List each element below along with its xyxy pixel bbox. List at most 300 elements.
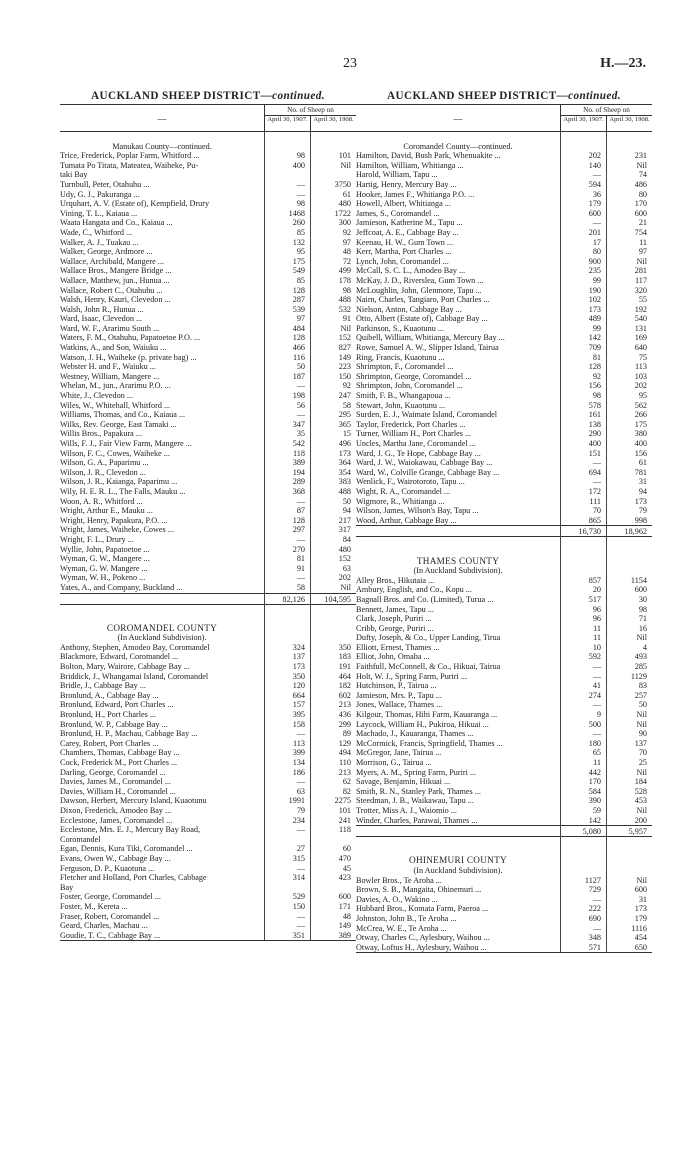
sheep-1908-cell: 92 bbox=[342, 381, 351, 391]
owner-name-cell: Kerr, Martha, Port Charles ... bbox=[356, 247, 452, 257]
table-row bbox=[60, 199, 356, 209]
table-row bbox=[356, 276, 652, 286]
table-row bbox=[356, 439, 652, 449]
date-1907-header: April 30, 1907. bbox=[264, 116, 310, 132]
sheep-1907-cell: 857 bbox=[588, 575, 601, 585]
sheep-1907-cell: 186 bbox=[292, 767, 305, 777]
sheep-1908-cell: 496 bbox=[338, 439, 351, 448]
owner-name-cell: Ambury, English, and Co., Kopu ... bbox=[356, 585, 472, 595]
owner-name-cell: Wright, James, Waiheke, Cowes ... bbox=[60, 525, 174, 535]
table-row bbox=[356, 343, 652, 353]
owner-name-cell: Bennett, James, Tapu ... bbox=[356, 604, 434, 614]
sheep-1907-cell: 400 bbox=[292, 160, 305, 170]
sheep-1908-cell: 600 bbox=[634, 208, 647, 218]
table-row bbox=[356, 286, 652, 296]
sheep-count-header: No. of Sheep on bbox=[264, 105, 356, 116]
owner-name-cell: Webster H. and F., Waiuku ... bbox=[60, 362, 156, 372]
owner-name-cell: Walsh, Henry, Kauri, Clevedon ... bbox=[60, 295, 171, 305]
sheep-1908-cell: 31 bbox=[638, 894, 647, 904]
sheep-1908-cell: 62 bbox=[342, 777, 351, 787]
table-row bbox=[60, 806, 356, 816]
owner-name-cell: Ecclestone, Mrs. E. J., Mercury Bay Road, bbox=[60, 825, 201, 835]
sheep-1907-cell: 173 bbox=[292, 662, 305, 672]
sheep-1907-cell: 65 bbox=[592, 748, 601, 758]
ohinemuri-subtitle: (In Auckland Subdivision). bbox=[413, 865, 503, 875]
sheep-1908-cell: 4 bbox=[642, 642, 647, 652]
owner-name-cell: Quibell, William, Whitianga, Mercury Bay ... bbox=[356, 333, 505, 343]
sheep-1908-cell: 98 bbox=[638, 604, 647, 614]
sheep-1907-cell: 584 bbox=[588, 786, 601, 796]
sheep-1908-cell: 45 bbox=[342, 863, 351, 873]
owner-name-cell: Yates, A., and Company, Buckland ... bbox=[60, 582, 183, 592]
sheep-1908-cell: 781 bbox=[634, 467, 647, 477]
right-table-body bbox=[356, 132, 652, 953]
sheep-1907-cell: 150 bbox=[292, 901, 305, 911]
coromandel-cont-section-title: Coromandel County—continued. bbox=[403, 141, 513, 151]
table-row bbox=[60, 912, 356, 922]
sheep-1907-cell: 198 bbox=[292, 391, 305, 401]
table-row bbox=[356, 796, 652, 806]
sheep-1907-cell: 81 bbox=[296, 554, 305, 564]
sheep-1908-cell: 171 bbox=[338, 901, 351, 911]
sheep-1908-cell: 380 bbox=[634, 429, 647, 439]
sheep-1908-cell: 754 bbox=[634, 227, 647, 237]
sheep-1907-cell: 466 bbox=[292, 343, 305, 353]
coromandel-subtitle: (In Auckland Subdivision). bbox=[117, 633, 207, 643]
owner-name-cell: Hamilton, William, Whitianga ... bbox=[356, 160, 464, 170]
owner-name-cell: James, S., Coromandel ... bbox=[356, 208, 440, 218]
sheep-1907-cell: — bbox=[296, 496, 305, 506]
sheep-1907-cell: 315 bbox=[292, 853, 305, 863]
table-row bbox=[60, 362, 356, 372]
sheep-1908-cell: 48 bbox=[342, 247, 351, 257]
owner-name-cell: Fletcher and Holland, Port Charles, Cabbage bbox=[60, 873, 207, 883]
sheep-1908-cell: Nil bbox=[340, 160, 351, 170]
thames-total-row bbox=[356, 825, 652, 837]
sheep-1908-cell: 3750 bbox=[334, 179, 351, 189]
page-header bbox=[0, 56, 700, 76]
owner-name-cell: Bagnall Bros. and Co. (Limited), Turua ... bbox=[356, 594, 494, 604]
table-row bbox=[60, 921, 356, 931]
owner-name-cell: Ecclestone, James, Coromandel ... bbox=[60, 815, 173, 825]
total-1908: 18,962 bbox=[606, 526, 652, 536]
sheep-1907-cell: 1991 bbox=[288, 796, 305, 806]
sheep-1908-cell: 423 bbox=[338, 873, 351, 883]
sheep-1908-cell: 84 bbox=[342, 534, 351, 544]
sheep-1907-cell: 442 bbox=[588, 767, 601, 777]
owner-name-cell: Goudie, T. C., Cabbage Bay ... bbox=[60, 930, 161, 940]
sheep-1907-cell: 41 bbox=[592, 681, 601, 691]
sheep-1907-cell: 132 bbox=[292, 237, 305, 247]
owner-name-cell: Smith, R. N., Stanley Park, Thames ... bbox=[356, 786, 481, 796]
left-table-header bbox=[60, 104, 356, 132]
table-row bbox=[60, 892, 356, 902]
sheep-1908-cell: 169 bbox=[634, 333, 647, 343]
sheep-1908-cell: 640 bbox=[634, 343, 647, 353]
sheep-1908-cell: 156 bbox=[634, 448, 647, 458]
owner-name-cell: Ward, J. G., Te Hope, Cabbage Bay ... bbox=[356, 448, 481, 458]
owner-name-cell: McGregor, Jane, Tairua ... bbox=[356, 748, 442, 758]
sheep-1908-cell: 118 bbox=[339, 825, 351, 835]
sheep-1908-cell: 470 bbox=[338, 853, 351, 863]
table-row bbox=[60, 247, 356, 257]
table-row bbox=[60, 573, 356, 583]
sheep-1907-cell: 865 bbox=[588, 515, 601, 525]
ohinemuri-section-title: OHINEMURI COUNTY bbox=[409, 855, 507, 866]
right-table-header bbox=[356, 104, 652, 132]
sheep-1908-cell: 137 bbox=[634, 738, 647, 748]
table-row bbox=[356, 681, 652, 691]
sheep-1908-cell: 600 bbox=[338, 892, 351, 902]
owner-name-cell: Ward, Isaac, Clevedon ... bbox=[60, 314, 143, 324]
sheep-1907-cell: 58 bbox=[296, 582, 305, 592]
sheep-1908-cell: 55 bbox=[638, 295, 647, 305]
sheep-1908-cell: 383 bbox=[338, 477, 351, 487]
sheep-1907-cell: 95 bbox=[296, 247, 305, 257]
sheep-1908-cell: 528 bbox=[634, 786, 647, 796]
sheep-1907-cell: — bbox=[592, 170, 601, 180]
sheep-1907-cell: — bbox=[296, 573, 305, 583]
sheep-1907-cell: 287 bbox=[292, 295, 305, 305]
owner-name-cell: Jeffcoat, A. E., Cabbage Bay ... bbox=[356, 227, 459, 237]
sheep-1908-cell: 1154 bbox=[630, 575, 647, 585]
sheep-1908-cell: 295 bbox=[338, 410, 351, 420]
table-row bbox=[60, 720, 356, 730]
sheep-1907-cell: 1468 bbox=[288, 208, 305, 218]
sheep-1907-cell: 142 bbox=[588, 333, 601, 343]
table-row bbox=[356, 410, 652, 420]
owner-name-cell: Bronlund, H., Port Charles ... bbox=[60, 710, 156, 720]
sheep-1907-cell: 517 bbox=[588, 594, 601, 604]
sheep-1908-cell: 71 bbox=[638, 614, 647, 624]
sheep-1908-cell: 15 bbox=[342, 429, 351, 439]
sheep-1907-cell: 260 bbox=[292, 218, 305, 228]
owner-name-cell: Wilson, F. C., Cowes, Waiheke ... bbox=[60, 448, 170, 458]
left-column bbox=[60, 88, 356, 1128]
sheep-1907-cell: 20 bbox=[592, 585, 601, 595]
sheep-1908-cell: 184 bbox=[634, 777, 647, 787]
sheep-1907-cell: 347 bbox=[292, 419, 305, 429]
sheep-1907-cell: 170 bbox=[588, 777, 601, 787]
owner-name-cell: Clark, Joseph, Puriri ... bbox=[356, 614, 432, 624]
owner-name-cell: Urquhart, A. V. (Estate of), Kempfield, Drury bbox=[60, 199, 210, 209]
table-row bbox=[356, 652, 652, 662]
table-row bbox=[356, 943, 652, 953]
sheep-1907-cell: 222 bbox=[588, 904, 601, 914]
table-row bbox=[60, 170, 356, 180]
sheep-1908-cell: 600 bbox=[634, 585, 647, 595]
owner-name-cell: Brown, S. B., Mangaita, Ohinemuri ... bbox=[356, 885, 482, 895]
owner-name-cell: Watson, J. H., Waiheke (p. private bag) ... bbox=[60, 352, 197, 362]
sheep-1908-cell: 74 bbox=[638, 170, 647, 180]
sheep-1908-cell bbox=[310, 883, 356, 893]
sheep-1908-cell: 2275 bbox=[334, 796, 351, 806]
table-row bbox=[356, 933, 652, 943]
sheep-1907-cell: 157 bbox=[292, 700, 305, 710]
owner-name-cell: Wood, Arthur, Cabbage Bay ... bbox=[356, 515, 457, 525]
sheep-1908-cell: 50 bbox=[638, 700, 647, 710]
table-row bbox=[356, 506, 652, 516]
name-column-header: — bbox=[157, 114, 167, 124]
owner-name-cell: Walsh, John R., Hunua ... bbox=[60, 304, 144, 314]
table-row bbox=[356, 477, 652, 487]
owner-name-cell: Ring, Francis, Kuaotunu ... bbox=[356, 352, 445, 362]
owner-name-cell: McCall, S. C. L., Amodeo Bay ... bbox=[356, 266, 466, 276]
table-row bbox=[60, 477, 356, 487]
owner-name-cell: Davies, William H., Coromandel ... bbox=[60, 786, 176, 796]
owner-name-cell: Wallace Bros., Mangere Bridge ... bbox=[60, 266, 172, 276]
sheep-1907-cell: 194 bbox=[292, 467, 305, 477]
sheep-1907-cell: 79 bbox=[296, 805, 305, 815]
owner-name-cell: Vining, T. L., Kaiaua ... bbox=[60, 208, 138, 218]
table-row bbox=[60, 787, 356, 797]
total-1908: 104,595 bbox=[310, 594, 356, 604]
owner-name-cell: Foster, George, Coromandel ... bbox=[60, 892, 161, 902]
table-row bbox=[356, 324, 652, 334]
sheep-1907-cell: 297 bbox=[292, 525, 305, 535]
sheep-1907-cell: 120 bbox=[292, 681, 305, 691]
sheep-1907-cell: 128 bbox=[292, 285, 305, 295]
sheep-1907-cell: 348 bbox=[588, 933, 601, 943]
right-column bbox=[356, 88, 652, 1128]
owner-name-cell: Surden, E. J., Waimate Island, Coromandel bbox=[356, 410, 498, 420]
table-row bbox=[60, 902, 356, 912]
sheep-1908-cell: 91 bbox=[342, 314, 351, 324]
owner-name-cell: Machado, J., Kauaranga, Thames ... bbox=[356, 729, 474, 739]
sheep-1908-cell: 191 bbox=[338, 662, 351, 672]
owner-name-cell: Shrimpton, George, Coromandel ... bbox=[356, 371, 472, 381]
owner-name-cell: Steedman, J. B., Waikawau, Tapu ... bbox=[356, 796, 474, 806]
owner-name-cell: Ward, J. W., Waiokawau, Cabbage Bay ... bbox=[356, 458, 493, 468]
owner-name-cell: Wright, F. L., Drury ... bbox=[60, 534, 134, 544]
sheep-1907-cell: 10 bbox=[592, 642, 601, 652]
right-column-title: AUCKLAND SHEEP DISTRICT—continued. bbox=[387, 90, 621, 102]
table-row bbox=[60, 209, 356, 219]
table-row bbox=[60, 266, 356, 276]
table-row bbox=[60, 931, 356, 941]
sheep-1908-cell: Nil bbox=[636, 767, 647, 777]
owner-name-cell: Fraser, Robert, Coromandel ... bbox=[60, 911, 160, 921]
sheep-1907-cell: 290 bbox=[588, 429, 601, 439]
table-row bbox=[356, 614, 652, 624]
total-1907: 82,126 bbox=[282, 594, 305, 604]
table-row bbox=[356, 816, 652, 826]
sheep-1907-cell: — bbox=[296, 179, 305, 189]
sheep-1907-cell: 390 bbox=[588, 796, 601, 806]
table-row bbox=[356, 381, 652, 391]
owner-name-cell: Jones, Wallace, Thames ... bbox=[356, 700, 443, 710]
owner-name-cell: Ward, W., Colville Grange, Cabbage Bay ... bbox=[356, 467, 500, 477]
table-row bbox=[60, 238, 356, 248]
sheep-1908-cell: 453 bbox=[634, 796, 647, 806]
sheep-1908-cell: 1116 bbox=[631, 923, 647, 933]
table-row bbox=[60, 748, 356, 758]
sheep-1908-cell: 182 bbox=[338, 681, 351, 691]
owner-name-cell: Wyman, G. W. Mangere ... bbox=[60, 563, 148, 573]
owner-name-cell: Laycock, William H., Pukiroa, Hikuai ... bbox=[356, 719, 489, 729]
sheep-1908-cell: 213 bbox=[338, 767, 351, 777]
sheep-1907-cell: 128 bbox=[292, 333, 305, 343]
sheep-1908-cell: 11 bbox=[639, 237, 647, 247]
owner-name-cell: Howell, Albert, Whitianga ... bbox=[356, 199, 451, 209]
table-row bbox=[60, 439, 356, 449]
sheep-1907-cell: — bbox=[592, 700, 601, 710]
table-row bbox=[356, 758, 652, 768]
sheep-1907-cell: 56 bbox=[296, 400, 305, 410]
table-row bbox=[60, 864, 356, 874]
sheep-1908-cell: 241 bbox=[338, 815, 351, 825]
table-row bbox=[356, 228, 652, 238]
sheep-1907-cell: 542 bbox=[292, 439, 305, 448]
table-row bbox=[60, 535, 356, 545]
sheep-1907-cell: 709 bbox=[588, 343, 601, 353]
sheep-1907-cell: 134 bbox=[292, 758, 305, 767]
owner-name-cell: Bronlund, A., Cabbage Bay ... bbox=[60, 690, 159, 700]
sheep-1908-cell: 131 bbox=[634, 323, 647, 333]
owner-name-cell: Hooker, James F., Whitianga P.O. ... bbox=[356, 189, 475, 199]
manukau-section-title: Manukau County—continued. bbox=[112, 141, 212, 151]
owner-name-cell: Lynch, John, Coromandel ... bbox=[356, 256, 449, 266]
sheep-1908-cell: 317 bbox=[338, 525, 351, 535]
sheep-1907-cell: 600 bbox=[588, 208, 601, 218]
owner-name-cell: Cock, Frederick M., Port Charles ... bbox=[60, 758, 178, 767]
owner-name-cell: Egan, Dennis, Kura Tiki, Coromandel ... bbox=[60, 844, 193, 854]
sheep-1907-cell: — bbox=[296, 729, 305, 739]
owner-name-cell: Wilson, J. R., Clevedon ... bbox=[60, 467, 146, 477]
sheep-1907-cell: 158 bbox=[292, 719, 305, 729]
sheep-1908-cell: Nil bbox=[636, 805, 647, 815]
sheep-1908-cell: 30 bbox=[638, 594, 647, 604]
table-row bbox=[60, 401, 356, 411]
owner-name-cell: Ferguson, D. P., Kuaotuna ... bbox=[60, 863, 155, 873]
owner-name-cell: Bridle, J., Cabbage Bay ... bbox=[60, 681, 146, 691]
owner-name-cell: Dufty, Joseph, & Co., Upper Landing, Tirua bbox=[356, 633, 501, 643]
sheep-1908-cell: 63 bbox=[342, 563, 351, 573]
sheep-1908-cell: Nil bbox=[636, 256, 647, 266]
sheep-1908-cell: 61 bbox=[638, 458, 647, 468]
sheep-1908-cell: 117 bbox=[635, 275, 647, 285]
sheep-1908-cell: 50 bbox=[342, 496, 351, 506]
owner-name-cell: Wallace, Matthew, jun., Hunua ... bbox=[60, 275, 170, 285]
owner-name-cell: Taylor, Frederick, Port Charles ... bbox=[356, 419, 466, 429]
owner-name-cell: Myers, A. M., Spring Farm, Puriri ... bbox=[356, 767, 477, 777]
date-1907-header: April 30, 1907. bbox=[560, 116, 606, 132]
owner-name-cell: Geard, Charles, Machau ... bbox=[60, 921, 148, 931]
sheep-1907-cell: — bbox=[592, 923, 601, 933]
table-row bbox=[356, 401, 652, 411]
sheep-1908-cell: 488 bbox=[338, 295, 351, 305]
sheep-1907-cell: 91 bbox=[296, 563, 305, 573]
table-row bbox=[356, 362, 652, 372]
sheep-1908-cell: 92 bbox=[342, 227, 351, 237]
table-row bbox=[60, 410, 356, 420]
sheep-1907-cell: — bbox=[592, 729, 601, 739]
sheep-1907-cell: 63 bbox=[296, 786, 305, 796]
sheep-1907-cell: 578 bbox=[588, 400, 601, 410]
page-number: 23 bbox=[343, 56, 357, 71]
sheep-1907-cell: 289 bbox=[292, 477, 305, 487]
table-row bbox=[60, 305, 356, 315]
owner-name-cell: Rowe, Samuel A. W., Slipper Island, Tairua bbox=[356, 343, 499, 353]
table-row bbox=[60, 583, 356, 593]
sheep-1907-cell: 102 bbox=[588, 295, 601, 305]
table-row bbox=[60, 825, 356, 835]
sheep-1908-cell: 285 bbox=[634, 662, 647, 672]
sheep-1908-cell: 79 bbox=[638, 506, 647, 516]
table-row bbox=[60, 516, 356, 526]
sheep-1907-cell: 592 bbox=[588, 652, 601, 662]
table-row bbox=[60, 190, 356, 200]
sheep-1907-cell: 484 bbox=[292, 323, 305, 333]
sheep-1907-cell: 156 bbox=[588, 381, 601, 391]
sheep-1908-cell: 25 bbox=[638, 758, 647, 767]
sheep-1908-cell: 175 bbox=[634, 419, 647, 429]
table-row bbox=[60, 525, 356, 535]
total-1907: 5,080 bbox=[582, 827, 601, 837]
sheep-1907-cell: 99 bbox=[592, 323, 601, 333]
sheep-1907-cell: — bbox=[296, 381, 305, 391]
table-row bbox=[60, 228, 356, 238]
sheep-1907-cell: 17 bbox=[592, 237, 601, 247]
table-row bbox=[356, 700, 652, 710]
table-row bbox=[60, 681, 356, 691]
sheep-1908-cell: 70 bbox=[638, 748, 647, 758]
sheep-1907-cell: 350 bbox=[292, 671, 305, 681]
sheep-1907-cell: 111 bbox=[589, 496, 601, 506]
owner-name-cell: Turnbull, Peter, Otahuhu ... bbox=[60, 179, 150, 189]
sheep-1908-cell: Nil bbox=[636, 710, 647, 720]
owner-name-cell: Nielson, Anton, Cabbage Bay ... bbox=[356, 304, 462, 314]
sheep-1907-cell: 151 bbox=[588, 448, 601, 458]
owner-name-cell: taki Bay bbox=[60, 170, 88, 180]
owner-name-cell: Harold, William, Tapu ... bbox=[356, 170, 438, 180]
owner-name-cell: Savage, Benjamin, Hikuai ... bbox=[356, 777, 451, 787]
sheep-1908-cell: Nil bbox=[340, 582, 351, 592]
owner-name-cell: Bay bbox=[60, 882, 74, 892]
owner-name-cell: Wilson, G. A., Paparimu ... bbox=[60, 458, 149, 468]
thames-subtitle: (In Auckland Subdivision). bbox=[413, 566, 503, 576]
sheep-1907-cell bbox=[264, 835, 310, 845]
table-row bbox=[356, 633, 652, 643]
sheep-1907-cell: 85 bbox=[296, 227, 305, 237]
total-1907: 16,730 bbox=[578, 527, 601, 537]
table-row bbox=[356, 468, 652, 478]
sheep-1907-cell: — bbox=[592, 894, 601, 904]
sheep-1908-cell: 217 bbox=[338, 515, 351, 525]
owner-name-cell: Otway, Loftus H., Aylesbury, Waihou ... bbox=[356, 942, 487, 952]
owner-name-cell: Westney, William, Mangere ... bbox=[60, 371, 160, 381]
document-reference: H.—23. bbox=[600, 56, 646, 71]
left-column-title: AUCKLAND SHEEP DISTRICT—continued. bbox=[91, 90, 325, 102]
table-row bbox=[60, 161, 356, 171]
sheep-1908-cell: 299 bbox=[338, 719, 351, 729]
owner-name-cell: Wiles, W., Whitehall, Whitford ... bbox=[60, 400, 171, 410]
owner-name-cell: Wright, Henry, Papakura, P.O. ... bbox=[60, 515, 168, 525]
table-row bbox=[60, 710, 356, 720]
sheep-1908-cell: 48 bbox=[342, 911, 351, 921]
owner-name-cell: Davies, A. O., Wakino ... bbox=[356, 894, 438, 904]
sheep-1908-cell: 89 bbox=[342, 729, 351, 739]
table-row bbox=[356, 218, 652, 228]
table-row bbox=[356, 806, 652, 816]
owner-name-cell: Wyman, G. W., Mangere ... bbox=[60, 554, 150, 564]
table-row bbox=[356, 238, 652, 248]
owner-name-cell: Wallace, Archibald, Mangere ... bbox=[60, 256, 164, 266]
table-row bbox=[356, 372, 652, 382]
sheep-1907-cell: 116 bbox=[293, 352, 305, 362]
table-row bbox=[356, 266, 652, 276]
owner-name-cell: McLoughlin, John, Glenmore, Tapu ... bbox=[356, 285, 482, 295]
